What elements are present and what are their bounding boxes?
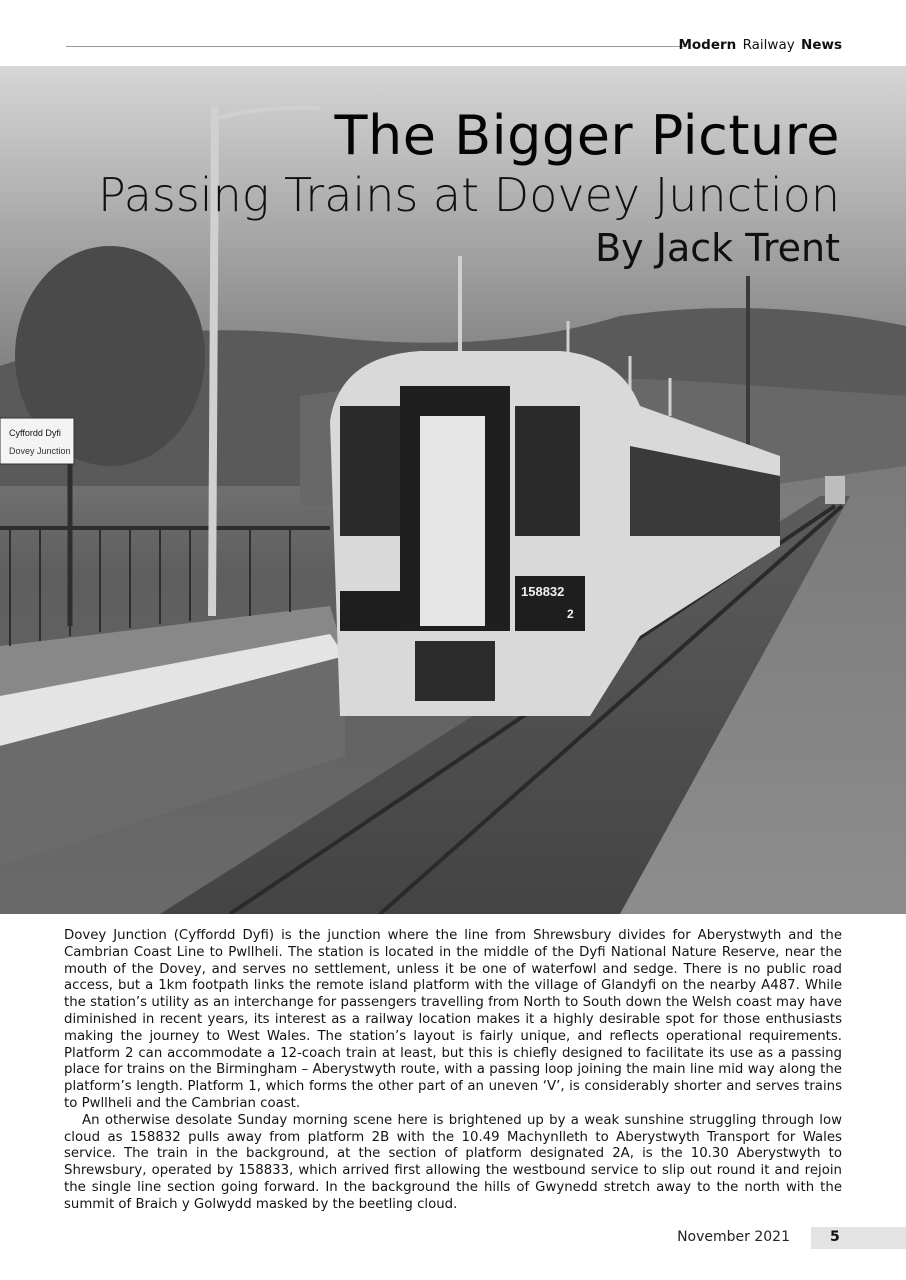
- article-byline: By Jack Trent: [595, 226, 840, 270]
- fence-rail: [0, 526, 330, 530]
- masthead-news: News: [801, 37, 842, 53]
- article-body: [64, 928, 842, 1214]
- article-paragraph-2: An otherwise desolate Sunday morning scene here is brightened up by a weak sunshine struggling through low cloud as 158832 pulls away from platform 2B with the 10.49 Machynlleth to Aberystwyth Transport for Wales service. The train in the background, at the section of platform designated 2A, is the 10.30 Aberystwyth to Shrewsbury, operated by 158833, which arrived first allowing the westbound service to slip out round it and rejoin the single line section going forward. In the background the hills of Gwynedd stretch away to the north with the summit of Braich y Golwydd masked by the beetling cloud.: [64, 1112, 842, 1212]
- header-rule: [66, 46, 684, 47]
- cab-window-left: [340, 406, 400, 536]
- station-sign: [0, 418, 74, 464]
- train-headcode: 2: [567, 607, 574, 621]
- footer-page-bar: [811, 1227, 906, 1249]
- masthead: [678, 37, 842, 53]
- page-number: 5: [830, 1229, 840, 1245]
- distant-train: [825, 476, 845, 504]
- coupler: [415, 641, 495, 701]
- cab-door: [420, 416, 485, 626]
- train-number: 158832: [521, 584, 565, 599]
- article-paragraph-1: Dovey Junction (Cyffordd Dyfi) is the junction where the line from Shrewsbury divides for Aberystwyth and the Cambrian Coast Line to Pwllheli. The station is located in the middle of the Dyfi National Nature Reserve, near the mouth of the Dovey, and serves no settlement, unless it be one of waterfowl and sedge. There is no public road access, but a 1km footpath links the remote island platform with the village of Glandyfi on the nearby A487. While the station’s utility as an interchange for passengers travelling from North to South down the Welsh coast may have diminished in recent years, its interest as a railway location makes it a highly desirable spot for those enthusiasts making the journey to West Wales. The station’s layout is fairly unique, and reflects operational requirements. Platform 2 can accommodate a 12-coach train at least, but this is chiefly designed to facilitate its use as a passing place for trains on the Birmingham – Aberystwyth route, with a passing loop joining the main line mid way along the platform’s length. Platform 1, which forms the other part of an uneven ‘V’, is considerably shorter and serves trains to Pwllheli and the Cambrian coast.: [64, 928, 842, 1111]
- lamp-panel-left: [340, 591, 400, 631]
- cab-window-right: [515, 406, 580, 536]
- masthead-modern: Modern: [678, 37, 737, 53]
- masthead-railway: Railway: [742, 37, 795, 53]
- article-subtitle: Passing Trains at Dovey Junction: [98, 168, 840, 222]
- station-sign-english: Dovey Junction: [9, 446, 71, 456]
- footer-issue-date: November 2021: [677, 1229, 790, 1245]
- article-title: The Bigger Picture: [334, 104, 840, 167]
- station-sign-welsh: Cyffordd Dyfi: [9, 428, 61, 438]
